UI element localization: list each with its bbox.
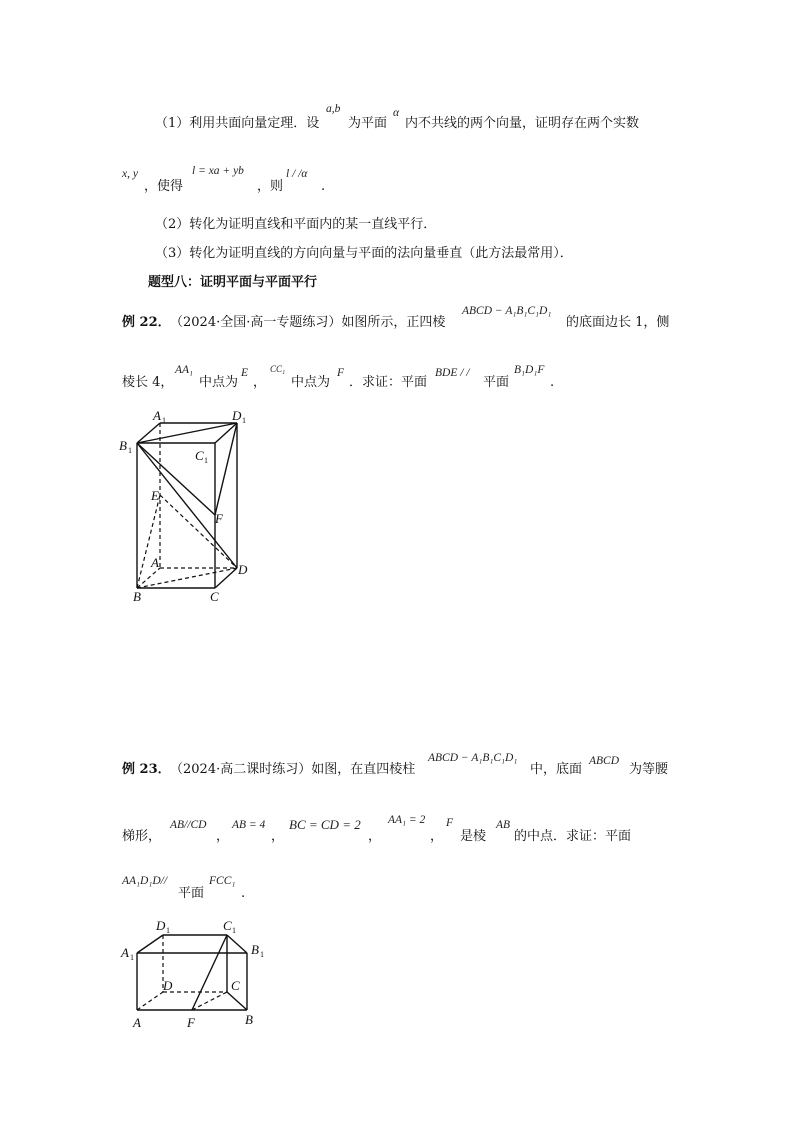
math-ab-4: AB = 4 (232, 819, 266, 831)
label-f-23: F (187, 1015, 195, 1030)
label-c1-23: C (223, 918, 232, 933)
math-f-23: F (446, 817, 454, 829)
example-23-text-e: ， (216, 829, 230, 844)
section-heading: 题型八：证明平面与平面平行 (148, 275, 318, 290)
label-d1-23: D (156, 918, 166, 933)
example-22-text-h: 平面 (483, 375, 510, 390)
label-b1-sub: 1 (128, 446, 132, 455)
label-c-23: C (231, 978, 240, 993)
math-ab-edge: AB (496, 819, 511, 831)
method-2-text: （2）转化为证明直线和平面内的某一直线平行． (155, 217, 437, 232)
math-ab: a,b (326, 103, 341, 115)
label-a-23: A (133, 1015, 141, 1030)
math-aa1-2: AA₁ = 2 (388, 814, 426, 826)
math-b1d1f: B₁D₁F (514, 364, 545, 376)
math-parallel: l / /α (286, 168, 308, 180)
method-1-text-b: 为平面 (348, 116, 388, 131)
example-22-text-d: 中点为 (199, 375, 239, 390)
label-c1-23-sub: 1 (232, 926, 236, 935)
label-a1: A (153, 408, 161, 423)
math-bde: BDE / / (435, 367, 470, 379)
label-d: D (238, 562, 248, 577)
label-a1-sub: 1 (162, 416, 166, 425)
math-prism-23: ABCD − A₁B₁C₁D₁ (428, 752, 518, 764)
math-abcd: ABCD (589, 755, 620, 767)
math-bc-cd: BC = CD = 2 (289, 817, 361, 832)
example-23-label: 例 23． (122, 762, 171, 777)
label-b1-23: B (251, 942, 259, 957)
math-alpha: α (393, 107, 400, 119)
label-c1-sub: 1 (204, 456, 208, 465)
math-plane-2: FCC₁ (209, 875, 236, 887)
example-23-text-i: 是棱 (460, 829, 487, 844)
example-23-text-k: 平面 (178, 886, 205, 901)
example-22-text-e: ， (253, 375, 267, 390)
method-1-text-f: . (321, 179, 326, 194)
label-d-23: D (163, 978, 173, 993)
example-23-text-d: 梯形， (122, 829, 162, 844)
math-prism-22: ABCD − A₁B₁C₁D₁ (462, 305, 552, 317)
label-d1-sub: 1 (242, 416, 246, 425)
label-a: A (151, 555, 159, 570)
math-equation: l = xa + yb (192, 165, 244, 177)
label-d1: D (232, 408, 242, 423)
label-b1-23-sub: 1 (260, 950, 264, 959)
example-23-text-c: 为等腰 (629, 762, 669, 777)
label-c1: C (195, 448, 204, 463)
label-c: C (210, 589, 219, 604)
math-e: E (241, 367, 249, 379)
math-aa1: AA₁ (175, 364, 194, 376)
figure-22-prism (115, 405, 265, 605)
math-plane-1: AA₁D₁D// (122, 875, 168, 887)
math-ab-par-cd: AB//CD (170, 819, 207, 831)
math-cc1: CC₁ (270, 364, 286, 374)
example-22-text-i: . (550, 375, 555, 390)
example-23-text-h: ， (430, 829, 444, 844)
math-f: F (337, 367, 345, 379)
example-22-label: 例 22． (122, 315, 171, 330)
example-23-text-g: ， (368, 829, 382, 844)
label-b1: B (119, 438, 127, 453)
example-22-text-b: 的底面边长 1，侧 (566, 315, 670, 330)
figure-23-prism (115, 915, 285, 1035)
method-1-text-d: ，使得 (144, 179, 184, 194)
label-a1-23: A (121, 945, 129, 960)
label-b-23: B (245, 1012, 253, 1027)
label-b: B (133, 589, 141, 604)
label-f: F (215, 511, 223, 526)
example-22-text-f: 中点为 (291, 375, 331, 390)
label-d1-23-sub: 1 (166, 926, 170, 935)
example-23-text-l: . (241, 886, 246, 901)
method-1-text-a: （1）利用共面向量定理．设 (155, 116, 320, 131)
method-3-text: （3）转化为证明直线的方向向量与平面的法向量垂直（此方法最常用）． (155, 246, 573, 261)
example-22-text-a: （2024·全国·高一专题练习）如图所示，正四棱 (170, 315, 446, 330)
example-22-text-c: 棱长 4， (122, 375, 174, 390)
method-1-text-c: 内不共线的两个向量，证明存在两个实数 (405, 116, 640, 131)
example-23-text-a: （2024·高二课时练习）如图，在直四棱柱 (170, 762, 416, 777)
example-23-text-b: 中，底面 (530, 762, 583, 777)
example-23-text-f: ， (271, 829, 285, 844)
example-22-text-g: ．求证：平面 (349, 375, 428, 390)
method-1-text-e: ，则 (257, 179, 284, 194)
example-23-text-j: 的中点．求证：平面 (514, 829, 632, 844)
math-xy: x, y (122, 168, 138, 180)
label-a1-23-sub: 1 (130, 953, 134, 962)
label-e: E (151, 488, 159, 503)
